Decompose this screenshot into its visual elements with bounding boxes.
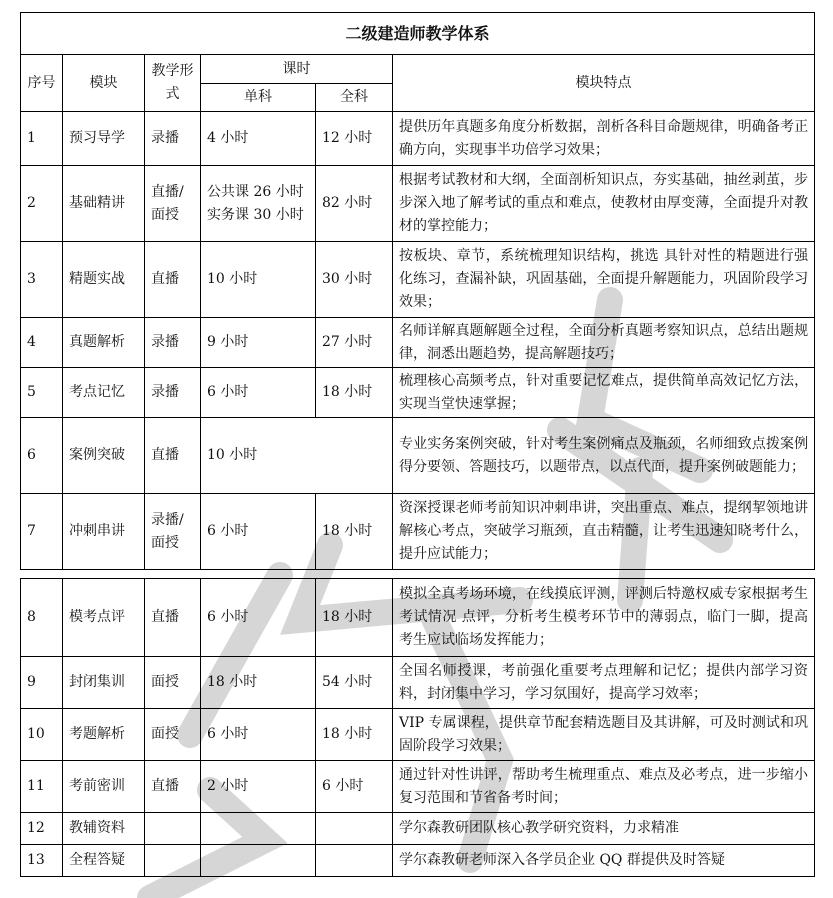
header-hours: 课时: [201, 55, 393, 84]
cell-module: 封闭集训: [63, 657, 145, 709]
cell-module: 教辅资料: [63, 813, 145, 845]
cell-module: 真题解析: [63, 318, 145, 368]
cell-no: 8: [21, 579, 63, 657]
cell-module: 考题解析: [63, 709, 145, 761]
cell-all: 18 小时: [316, 494, 393, 570]
cell-all: 18 小时: [316, 368, 393, 418]
cell-module: 基础精讲: [63, 166, 145, 242]
cell-feature: 资深授课老师考前知识冲刺串讲，突出重点、难点，提纲挈领地讲解核心考点，突破学习瓶颈，直击精髓，让考生迅速知晓考什么，提升应试能力；: [393, 494, 815, 570]
cell-single: 9 小时: [201, 318, 316, 368]
cell-no: 3: [21, 242, 63, 318]
cell-single: 2 小时: [201, 761, 316, 813]
cell-all: 27 小时: [316, 318, 393, 368]
cell-all: 30 小时: [316, 242, 393, 318]
cell-format: 录播: [145, 368, 201, 418]
cell-feature: 按板块、章节，系统梳理知识结构，挑选 具针对性的精题进行强化练习，查漏补缺，巩固基础，全面提升解题能力，巩固阶段学习效果；: [393, 242, 815, 318]
table-row: [21, 242, 815, 318]
header-single: 单科: [201, 84, 316, 112]
header-module: 模块: [63, 55, 145, 112]
cell-no: 10: [21, 709, 63, 761]
cell-format: 直播: [145, 761, 201, 813]
cell-format: 录播: [145, 318, 201, 368]
cell-no: 13: [21, 845, 63, 877]
header-all: 全科: [316, 84, 393, 112]
cell-feature: 学尔森教研老师深入各学员企业 QQ 群提供及时答疑: [393, 845, 815, 877]
cell-format: 直播: [145, 579, 201, 657]
cell-format: 直播: [145, 242, 201, 318]
cell-feature: 梳理核心高频考点，针对重要记忆难点，提供简单高效记忆方法，实现当堂快速掌握；: [393, 368, 815, 418]
table-row: [21, 761, 815, 813]
header-no: 序号: [21, 55, 63, 112]
table-row: [21, 494, 815, 570]
cell-single: 6 小时: [201, 709, 316, 761]
cell-no: 4: [21, 318, 63, 368]
cell-no: 1: [21, 112, 63, 166]
cell-module: 全程答疑: [63, 845, 145, 877]
cell-all: 54 小时: [316, 657, 393, 709]
table-title: 二级建造师教学体系: [21, 13, 815, 55]
table-row: [21, 657, 815, 709]
cell-single: 10 小时: [201, 418, 393, 494]
cell-feature: 通过针对性讲评，帮助考生梳理重点、难点及必考点，进一步缩小复习范围和节省备考时间；: [393, 761, 815, 813]
cell-module: 模考点评: [63, 579, 145, 657]
cell-no: 6: [21, 418, 63, 494]
cell-feature: 全国名师授课，考前强化重要考点理解和记忆；提供内部学习资料，封闭集中学习，学习氛围好，提高学习效率；: [393, 657, 815, 709]
cell-format: 直播/面授: [145, 166, 201, 242]
table-row: [21, 318, 815, 368]
teaching-system-table: [20, 12, 815, 570]
cell-single: 18 小时: [201, 657, 316, 709]
cell-all: [316, 845, 393, 877]
cell-single: [201, 813, 316, 845]
cell-format: 面授: [145, 709, 201, 761]
table-row: [21, 845, 815, 877]
cell-format: [145, 813, 201, 845]
cell-no: 11: [21, 761, 63, 813]
table-row: [21, 166, 815, 242]
cell-format: 面授: [145, 657, 201, 709]
cell-single: 公共课 26 小时 实务课 30 小时: [201, 166, 316, 242]
table-row: [21, 418, 815, 494]
cell-feature: 根据考试教材和大纲，全面剖析知识点，夯实基础，抽丝剥茧，步步深入地了解考试的重点和难点，使教材由厚变薄，全面提升对教材的掌控能力；: [393, 166, 815, 242]
cell-module: 考前密训: [63, 761, 145, 813]
header-feature: 模块特点: [393, 55, 815, 112]
cell-module: 预习导学: [63, 112, 145, 166]
teaching-system-table-continued: [20, 578, 815, 877]
cell-all: 12 小时: [316, 112, 393, 166]
cell-module: 案例突破: [63, 418, 145, 494]
table-row: [21, 579, 815, 657]
cell-single: 6 小时: [201, 494, 316, 570]
cell-feature: 学尔森教研团队核心教学研究资料，力求精准: [393, 813, 815, 845]
table-row: [21, 112, 815, 166]
cell-format: [145, 845, 201, 877]
cell-module: 考点记忆: [63, 368, 145, 418]
cell-format: 直播: [145, 418, 201, 494]
table-row: [21, 368, 815, 418]
cell-single: 6 小时: [201, 368, 316, 418]
cell-single: [201, 845, 316, 877]
cell-all: 82 小时: [316, 166, 393, 242]
cell-format: 录播/面授: [145, 494, 201, 570]
cell-single: 10 小时: [201, 242, 316, 318]
cell-module: 精题实战: [63, 242, 145, 318]
cell-no: 12: [21, 813, 63, 845]
cell-all: [316, 813, 393, 845]
cell-feature: 提供历年真题多角度分析数据，剖析各科目命题规律，明确备考正确方向，实现事半功倍学习效果；: [393, 112, 815, 166]
cell-all: 6 小时: [316, 761, 393, 813]
cell-no: 7: [21, 494, 63, 570]
table-row: [21, 813, 815, 845]
cell-no: 5: [21, 368, 63, 418]
cell-feature: 专业实务案例突破，针对考生案例痛点及瓶颈，名师细致点拨案例得分要领、答题技巧，以题带点，以点代面，提升案例破题能力；: [393, 418, 815, 494]
cell-no: 9: [21, 657, 63, 709]
cell-format: 录播: [145, 112, 201, 166]
table-row: [21, 709, 815, 761]
cell-all: 18 小时: [316, 579, 393, 657]
cell-feature: VIP 专属课程，提供章节配套精选题目及其讲解，可及时测试和巩固阶段学习效果；: [393, 709, 815, 761]
cell-no: 2: [21, 166, 63, 242]
cell-single: 6 小时: [201, 579, 316, 657]
cell-all: 18 小时: [316, 709, 393, 761]
cell-feature: 模拟全真考场环境，在线摸底评测，评测后特邀权威专家根据考生考试情况 点评，分析考生模考环节中的薄弱点，临门一脚，提高考生应试临场发挥能力；: [393, 579, 815, 657]
cell-feature: 名师详解真题解题全过程，全面分析真题考察知识点，总结出题规律，洞悉出题趋势，提高解题技巧；: [393, 318, 815, 368]
cell-single: 4 小时: [201, 112, 316, 166]
cell-module: 冲刺串讲: [63, 494, 145, 570]
header-format: 教学形式: [145, 55, 201, 112]
